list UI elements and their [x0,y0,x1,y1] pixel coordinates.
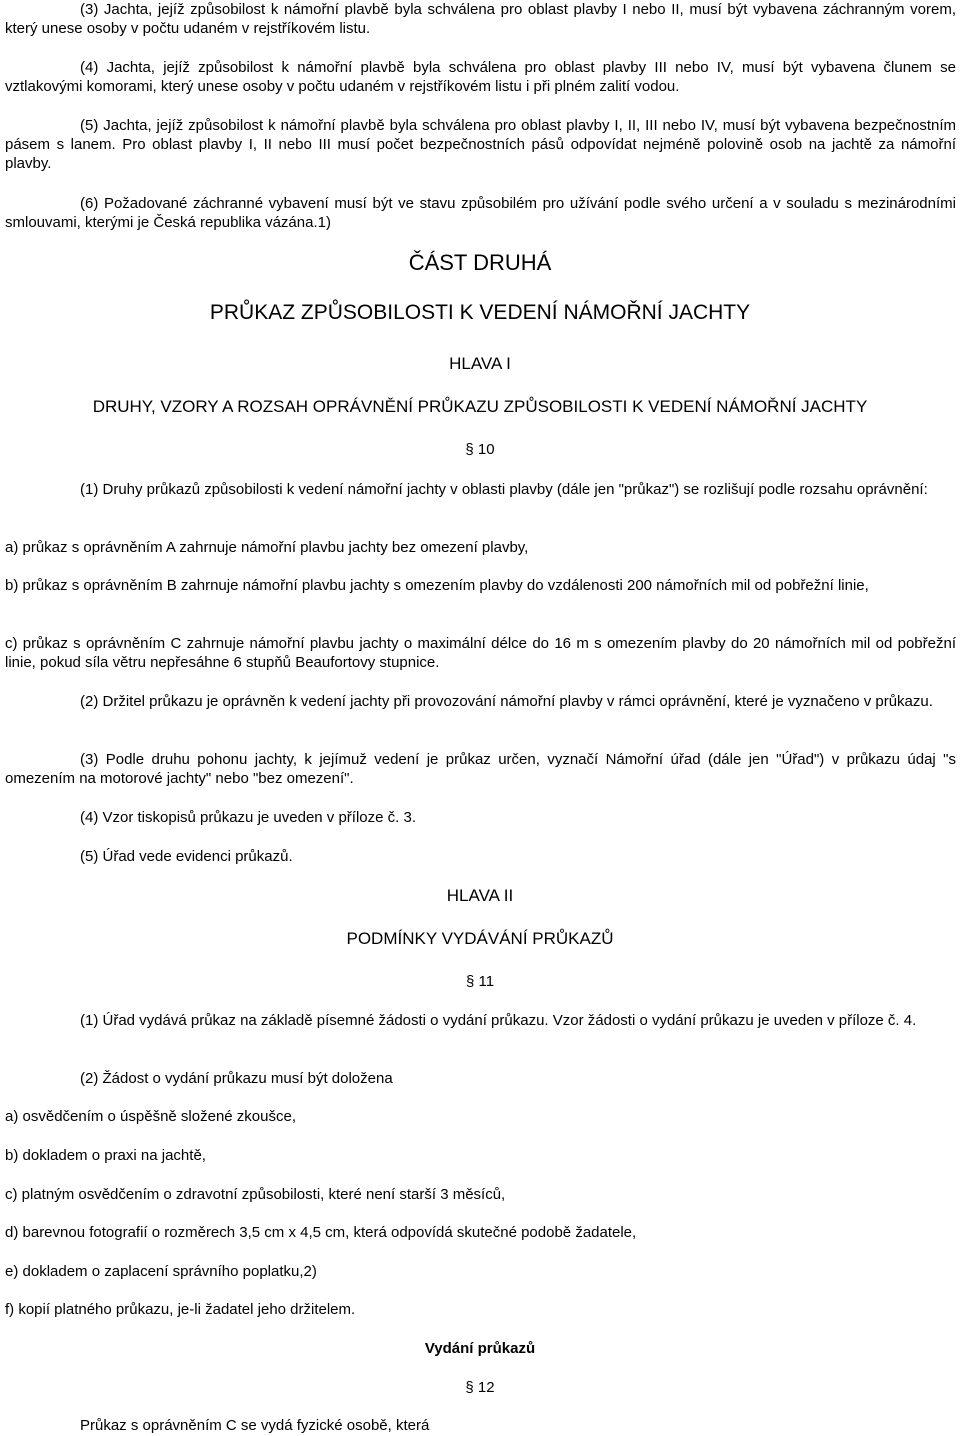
attachment-item-a: a) osvědčením o úspěšně složené zkoušce, [5,1108,296,1125]
chapter-title: DRUHY, VZORY A ROZSAH OPRÁVNĚNÍ PRŮKAZU ZPŮSOBILOSTI K VEDENÍ NÁMOŘNÍ JACHTY [92,397,868,416]
paragraph-records: (5) Úřad vede evidenci průkazů. [80,848,293,865]
paragraph-safety-harness: (5) Jachta, jejíž způsobilost k námořní plavbě byla schválena pro oblast plavby I, II, III nebo IV, musí být vybavena bezpečnostním pásem s lanem. Pro oblast plavby I, II nebo III musí počet bezpečnostních pásů odpovídat nejméně polovině osob na jachtě za námořní plavby. [5,117,956,172]
paragraph-dinghy: (4) Jachta, jejíž způsobilost k námořní plavbě byla schválena pro oblast plavby III nebo IV, musí být vybavena člunem se vztlakovými komorami, který unese osoby v počtu udaném v rejstříkovém listu i při plném zalití vodou. [5,59,956,95]
paragraph-holder-rights: (2) Držitel průkazu je oprávněn k vedení jachty při provozování námořní plavby v rámci oprávnění, které je vyznačeno v průkazu. [80,693,933,710]
section-symbol: § [465,973,475,990]
paragraph-license-types: (1) Druhy průkazů způsobilosti k vedení námořní jachty v oblasti plavby (dále jen "průkaz") se rozlišují podle rozsahu oprávnění: [80,481,928,498]
paragraph-life-raft: (3) Jachta, jejíž způsobilost k námořní plavbě byla schválena pro oblast plavby I nebo II, musí být vybavena záchranným vorem, který unese osoby v počtu udaném v rejstříkovém listu. [5,1,956,37]
paragraph-application: (1) Úřad vydává průkaz na základě písemné žádosti o vydání průkazu. Vzor žádosti o vydání průkazu je uveden v příloze č. 4. [80,1012,917,1029]
section-symbol: § [465,441,474,458]
section-number-2: § 11 [465,973,495,990]
attachment-item-e: e) dokladem o zaplacení správního poplatku,2) [5,1263,317,1280]
part-title: PRŮKAZ ZPŮSOBILOSTI K VEDENÍ NÁMOŘNÍ JACHTY [209,301,751,324]
list-item-a: a) průkaz s oprávněním A zahrnuje námořní plavbu jachty bez omezení plavby, [5,539,529,556]
attachment-item-c: c) platným osvědčením o zdravotní způsobilosti, které není starší 3 měsíců, [5,1186,506,1203]
attachment-item-d: d) barevnou fotografií o rozměrech 3,5 cm x 4,5 cm, která odpovídá skutečné podobě žadatele, [5,1224,637,1241]
chapter-heading: HLAVA I [449,354,511,373]
paragraph-form-template: (4) Vzor tiskopisů průkazu je uveden v příloze č. 3. [80,809,416,826]
section-symbol: § [465,1379,474,1396]
paragraph-license-c: Průkaz s oprávněním C se vydá fyzické osobě, která [80,1417,430,1434]
chapter-title-2: PODMÍNKY VYDÁVÁNÍ PRŮKAZŮ [346,929,614,948]
section-number: § 10 [465,441,495,458]
paragraph-equipment-state: (6) Požadované záchranné vybavení musí být ve stavu způsobilém pro užívání podle svého určení a v souladu s mezinárodními smlouvami, kterými je Česká republika vázána.1) [5,195,956,231]
part-heading: ČÁST DRUHÁ [408,250,552,275]
subheading-issuance: Vydání průkazů [424,1340,536,1357]
attachment-item-f: f) kopií platného průkazu, je-li žadatel jeho držitelem. [5,1301,356,1318]
chapter-heading-2: HLAVA II [446,886,514,905]
paragraph-attachments: (2) Žádost o vydání průkazu musí být doložena [80,1070,393,1087]
paragraph-propulsion: (3) Podle druhu pohonu jachty, k jejímuž vedení je průkaz určen, vyznačí Námořní úřad (dále jen "Úřad") v průkazu údaj "s omezením na motorové jachty" nebo "bez omezení". [5,751,956,787]
section-number-3: § 12 [465,1379,495,1396]
attachment-item-b: b) dokladem o praxi na jachtě, [5,1147,206,1164]
list-item-c: c) průkaz s oprávněním C zahrnuje námořní plavbu jachty o maximální délce do 16 m s omezením plavby do 20 námořních mil od pobřežní linie, pokud síla větru nepřesáhne 6 stupňů Beaufortovy stupnice. [5,635,956,671]
list-item-b: b) průkaz s oprávněním B zahrnuje námořní plavbu jachty s omezením plavby do vzdálenosti 200 námořních mil od pobřežní linie, [5,577,869,594]
